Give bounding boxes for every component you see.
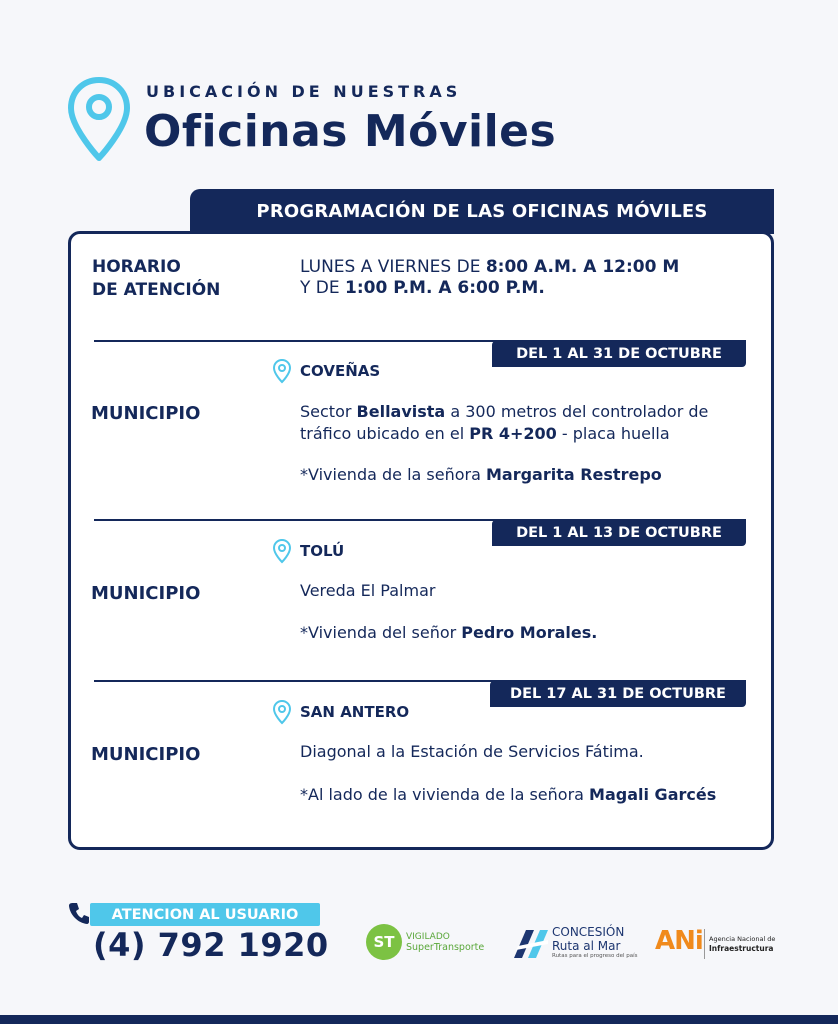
ani-logo-line2: Infraestructura xyxy=(709,944,774,953)
town-name: SAN ANTERO xyxy=(300,703,410,721)
cr-logo-line2: Ruta al Mar xyxy=(552,939,621,953)
bottom-band xyxy=(0,1015,838,1024)
hours-label xyxy=(92,256,220,302)
st-logo-line1: VIGILADO xyxy=(406,932,450,942)
location-pin-icon xyxy=(272,699,292,725)
hours-label-line1: HORARIO xyxy=(92,257,181,277)
ani-logo-line1: Agencia Nacional de xyxy=(709,935,776,943)
phone-number[interactable]: (4) 792 1920 xyxy=(93,926,329,964)
office-location-note: *Vivienda del señor Pedro Morales. xyxy=(300,623,598,642)
cr-logo-tagline: Rutas para el progreso del país xyxy=(552,953,638,959)
page-title: Oficinas Móviles xyxy=(144,106,557,157)
schedule-tab-title: PROGRAMACIÓN DE LAS OFICINAS MÓVILES xyxy=(190,189,774,234)
hours-line2-prefix: Y DE xyxy=(300,278,346,298)
ani-logo-separator xyxy=(704,929,705,959)
ani-logo-mark: ANi xyxy=(655,926,703,956)
date-range-badge: DEL 1 AL 31 DE OCTUBRE xyxy=(492,341,746,367)
hours-line1-bold: 8:00 A.M. A 12:00 M xyxy=(485,257,680,277)
pre-title: UBICACIÓN DE NUESTRAS xyxy=(146,82,462,101)
hours-label-line2: DE ATENCIÓN xyxy=(92,280,221,300)
office-location-note: *Al lado de la vivienda de la señora Magali Garcés xyxy=(300,785,717,804)
phone-icon xyxy=(68,901,90,925)
st-logo-mark: ST xyxy=(366,924,402,960)
town-name: COVEÑAS xyxy=(300,362,381,380)
municipio-label: MUNICIPIO xyxy=(91,583,201,604)
location-pin-icon xyxy=(272,538,292,564)
attention-label: ATENCION AL USUARIO xyxy=(90,903,320,926)
office-address: Diagonal a la Estación de Servicios Fátima. xyxy=(300,742,644,761)
st-logo-line2: SuperTransporte xyxy=(406,942,485,953)
hours-text xyxy=(300,257,679,299)
location-pin-icon xyxy=(272,358,292,384)
municipio-label: MUNICIPIO xyxy=(91,744,201,765)
office-address: Vereda El Palmar xyxy=(300,581,436,600)
cr-logo-line1: CONCESIÓN xyxy=(552,925,625,939)
hours-line1-prefix: LUNES A VIERNES DE xyxy=(300,257,486,277)
office-location-note: *Vivienda de la señora Margarita Restrepo xyxy=(300,465,662,484)
location-pin-icon xyxy=(66,76,132,164)
hours-line2-bold: 1:00 P.M. A 6:00 P.M. xyxy=(345,278,545,298)
town-name: TOLÚ xyxy=(300,542,345,560)
date-range-badge: DEL 1 AL 13 DE OCTUBRE xyxy=(492,520,746,546)
date-range-badge: DEL 17 AL 31 DE OCTUBRE xyxy=(490,681,746,707)
office-address: Sector Bellavista a 300 metros del controlador de tráfico ubicado en el PR 4+200 - placa huella xyxy=(300,402,709,443)
ruta-al-mar-icon xyxy=(514,928,548,958)
municipio-label: MUNICIPIO xyxy=(91,403,201,424)
